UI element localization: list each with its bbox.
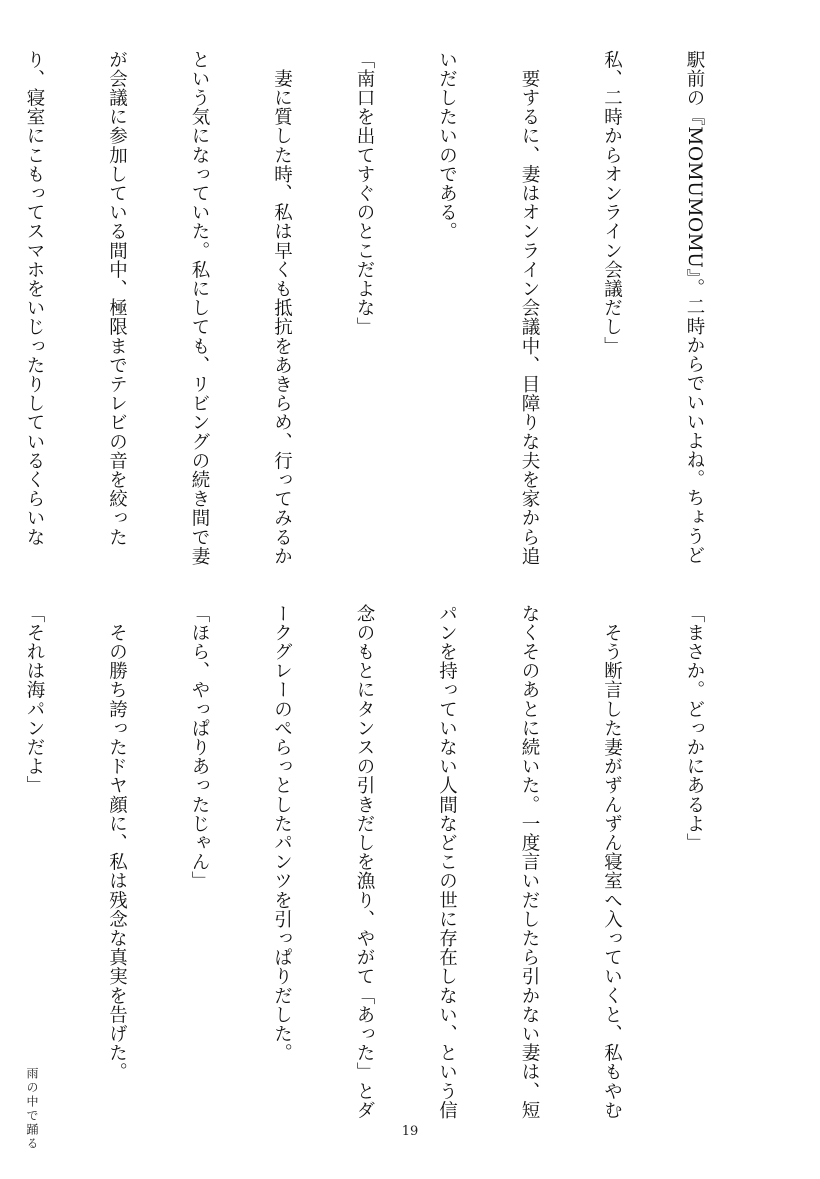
text-column: 念のもとにタンスの引きだしを漁り、やがて「あった」とダ: [354, 604, 375, 1120]
text-column: 「それは海パンだよ」: [24, 604, 45, 795]
text-column: パンを持っていない人間などこの世に存在しない、という信: [436, 604, 458, 1120]
upper-text-block: [24, 50, 763, 566]
text-column: 駅前の『MOMUMOMU』。二時からでいいよね。ちょうど: [684, 50, 705, 565]
text-column: が会議に参加している間中、極限までテレビの音を絞った: [106, 50, 128, 547]
text-column: その勝ち誇ったドヤ顔に、私は残念な真実を告げた。: [106, 604, 128, 1082]
text-column: 「南口を出てすぐのとこだよな」: [354, 50, 375, 337]
text-column: 私、二時からオンライン会議だし」: [601, 50, 623, 356]
text-column: 妻に質した時、私は早くも抵抗をあきらめ、行ってみるか: [271, 50, 293, 566]
text-column: ークグレーのぺらっとしたパンツを引っぱりだした。: [271, 604, 293, 1063]
text-column: 「まさか。どっかにあるよ」: [684, 604, 705, 853]
text-column: なくそのあとに続いた。一度言いだしたら引かない妻は、短: [519, 604, 540, 1120]
text-column: いだしたいのである。: [436, 50, 458, 241]
page-number: 19: [401, 1124, 419, 1139]
text-column: 要するに、妻はオンライン会議中、目障りな夫を家から追: [519, 50, 540, 566]
text-column: という気になっていた。私にしても、リビングの続き間で妻: [189, 50, 210, 566]
text-column: り、寝室にこもってスマホをいじったりしているくらいな: [24, 50, 45, 547]
text-column: 「ほら、やっぱりあったじゃん」: [189, 604, 210, 891]
text-column: そう断言した妻がずんずん寝室へ入っていくと、私もやむ: [601, 604, 623, 1120]
running-title: 雨の中で踊る: [25, 1067, 39, 1151]
